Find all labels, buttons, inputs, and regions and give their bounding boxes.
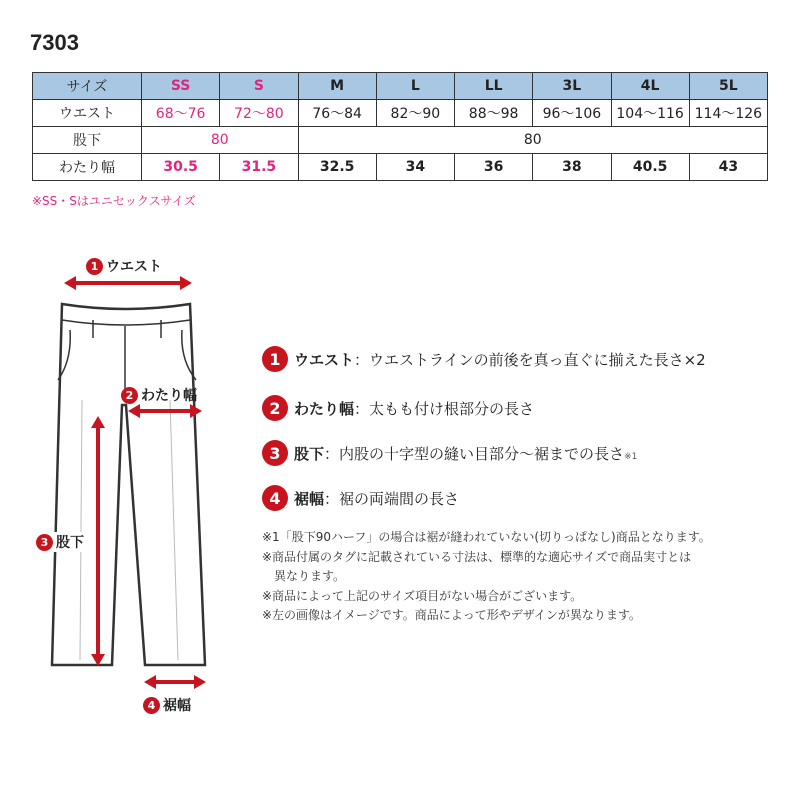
- cell: 68〜76: [142, 100, 220, 127]
- description-item: [262, 440, 637, 466]
- label-inseam: [36, 532, 84, 552]
- footnote: 異なります。: [262, 569, 346, 583]
- footnote: ※左の画像はイメージです。商品によって形やデザインが異なります。: [262, 608, 641, 622]
- cell: 36: [455, 154, 533, 181]
- cell: 82〜90: [376, 100, 454, 127]
- footnote: ※商品付属のタグに記載されている寸法は、標準的な適応サイズで商品実寸とは: [262, 549, 692, 564]
- row-label: わたり幅: [33, 154, 142, 181]
- cell: 31.5: [220, 154, 298, 181]
- header-cell: 3L: [533, 73, 611, 100]
- term: 股下: [294, 444, 325, 463]
- cell: 114〜126: [689, 100, 767, 127]
- footnote: ※商品によって上記のサイズ項目がない場合がございます。: [262, 588, 583, 603]
- header-cell: S: [220, 73, 298, 100]
- label-text: 股下: [56, 535, 84, 551]
- term: 裾幅: [294, 489, 325, 508]
- cell: 88〜98: [455, 100, 533, 127]
- marker-4-icon: 4: [143, 697, 160, 714]
- footnote: ※1「股下90ハーフ」の場合は裾が縫われていない(切りっぱなし)商品となります。: [262, 530, 711, 544]
- description-item: [262, 346, 706, 372]
- cell: 30.5: [142, 154, 220, 181]
- label-waist: [86, 256, 162, 276]
- cell: 96〜106: [533, 100, 611, 127]
- cell: 76〜84: [298, 100, 376, 127]
- label-hem: [143, 695, 191, 715]
- definition: ：裾の両端間の長さ: [324, 489, 460, 508]
- marker-3-icon: 3: [262, 440, 288, 466]
- header-cell: 5L: [689, 73, 767, 100]
- cell: 72〜80: [220, 100, 298, 127]
- cell: 104〜116: [611, 100, 689, 127]
- cell: 80: [298, 127, 768, 154]
- row-label: 股下: [33, 127, 142, 154]
- header-cell: M: [298, 73, 376, 100]
- marker-4-icon: 4: [262, 485, 288, 511]
- term: ウエスト: [294, 350, 355, 369]
- cell: 43: [689, 154, 767, 181]
- label-text: ウエスト: [106, 259, 162, 275]
- cell: 34: [376, 154, 454, 181]
- label-text: わたり幅: [141, 388, 197, 404]
- cell: 32.5: [298, 154, 376, 181]
- marker-2-icon: 2: [121, 387, 138, 404]
- product-code: 7303: [30, 30, 79, 55]
- header-cell: L: [376, 73, 454, 100]
- header-cell: SS: [142, 73, 220, 100]
- label-thigh: [121, 385, 197, 405]
- row-label: ウエスト: [33, 100, 142, 127]
- cell: 40.5: [611, 154, 689, 181]
- description-item: [262, 485, 459, 511]
- marker-1-icon: 1: [86, 258, 103, 275]
- definition: ：太もも付け根部分の長さ: [354, 399, 535, 418]
- footnotes: [262, 528, 711, 626]
- cell: 80: [142, 127, 299, 154]
- definition: ：内股の十字型の縫い目部分〜裾までの長さ: [324, 444, 625, 463]
- marker-2-icon: 2: [262, 395, 288, 421]
- marker-3-icon: 3: [36, 534, 53, 551]
- definition: ：ウエストラインの前後を真っ直ぐに揃えた長さ×2: [354, 350, 706, 369]
- label-text: 裾幅: [163, 698, 191, 714]
- footnote-ref: ※1: [624, 451, 638, 462]
- header-cell: サイズ: [33, 73, 142, 100]
- term: わたり幅: [294, 399, 355, 418]
- marker-1-icon: 1: [262, 346, 288, 372]
- description-item: [262, 395, 534, 421]
- cell: 38: [533, 154, 611, 181]
- header-cell: 4L: [611, 73, 689, 100]
- header-cell: LL: [455, 73, 533, 100]
- unisex-note: ※SS・Sはユニセックスサイズ: [32, 194, 196, 208]
